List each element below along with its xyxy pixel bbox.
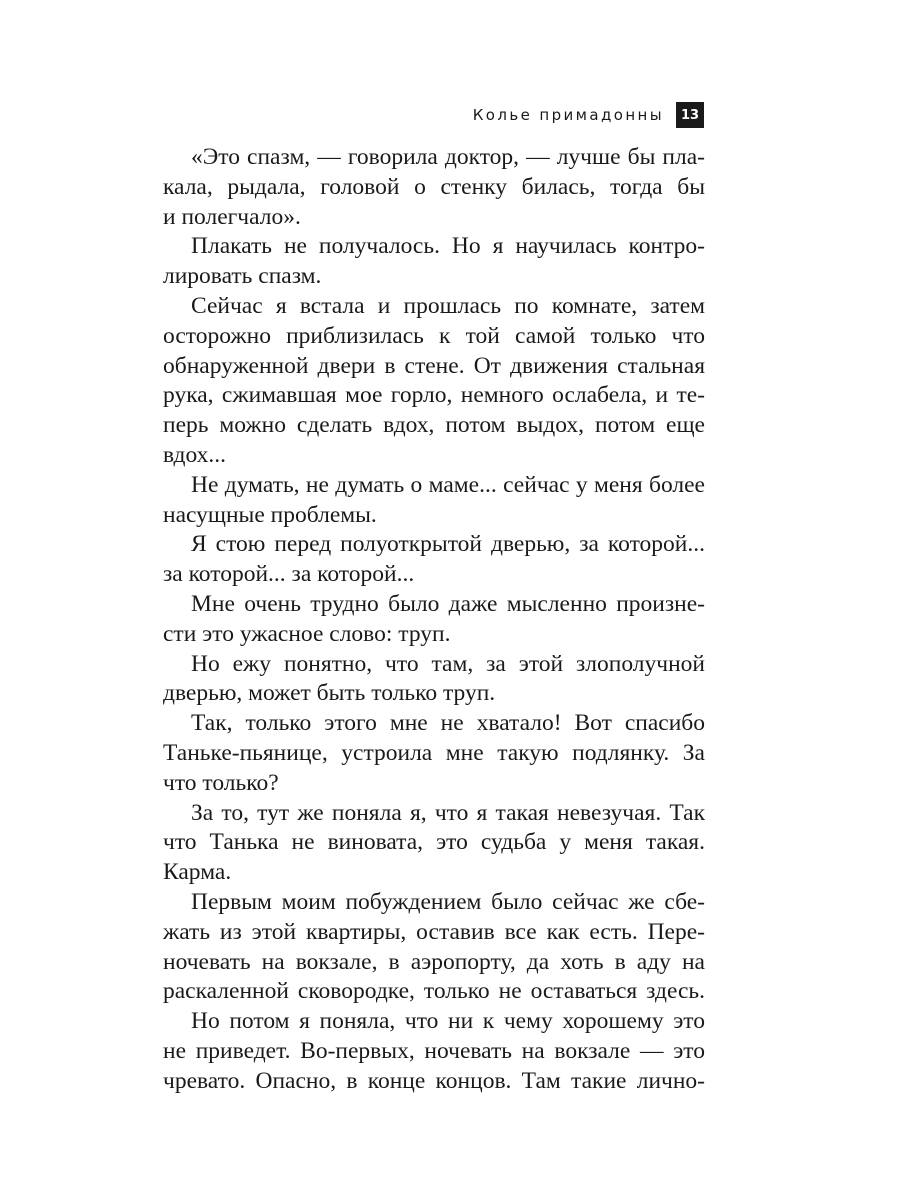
text-line: кала, рыдала, головой о стенку билась, тогда бы [163,173,705,200]
paragraph [163,1007,705,1096]
text-line: Таньке-пьянице, устроила мне такую подлянку. За [163,739,705,766]
text-line: насущные проблемы. [163,501,377,528]
text-line: Я стою перед полуоткрытой дверью, за которой... [191,531,705,558]
text-line: «Это спазм, — говорила доктор, — лучше бы пла- [191,144,705,170]
text-line: Первым моим побуждением было сейчас же сбе- [191,888,705,915]
text-line: жать из этой квартиры, оставив все как есть. Пере- [163,918,705,945]
text-line: обнаруженной двери в стене. От движения стальная [163,352,705,379]
page-number: 13 [676,102,704,128]
text-line: раскаленной сковородке, только не оставаться здесь. [163,978,705,1005]
running-title: Колье примадонны [472,106,664,124]
text-line: сти это ужасное слово: труп. [163,620,451,647]
paragraph [163,232,705,292]
text-line: Не думать, не думать о маме... сейчас у меня более [191,471,705,498]
text-line: что только? [163,769,279,796]
text-line: не приведет. Во-первых, ночевать на вокзале — это [163,1037,705,1064]
text-line: ночевать на вокзале, в аэропорту, да хоть в аду на [163,948,705,975]
paragraph [163,471,705,531]
text-line: Так, только этого мне не хватало! Вот спасибо [191,710,705,737]
text-line: За то, тут же поняла я, что я такая невезучая. Так [191,799,705,826]
text-line: дверью, может быть только труп. [163,680,496,707]
text-line: чревато. Опасно, в конце концов. Там такие лично- [163,1067,705,1094]
running-header [473,102,704,128]
text-line: за которой... за которой... [163,561,415,588]
text-line: Но ежу понятно, что там, за этой злополучной [191,650,705,677]
text-line: Мне очень трудно было даже мысленно произне- [191,590,705,617]
paragraph [163,292,705,471]
text-line: Сейчас я встала и прошлась по комнате, затем [191,292,705,319]
text-line: Плакать не получалось. Но я научилась контро- [191,233,705,260]
text-line: Но потом я поняла, что ни к чему хорошему это [191,1008,705,1035]
paragraph [163,888,705,1007]
paragraph [163,590,705,650]
paragraph [163,709,705,798]
text-line: осторожно приблизилась к той самой только что [163,322,705,349]
text-line: лировать спазм. [163,263,322,290]
paragraph [163,143,705,232]
text-line: вдох... [163,441,227,468]
text-line: и полегчало». [163,203,301,230]
paragraph [163,530,705,590]
text-line: что Танька не виновата, это судьба у меня такая. [163,829,705,856]
body-text [163,143,705,1097]
text-line: рука, сжимавшая мое горло, немного ослабела, и те- [163,382,705,409]
text-line: перь можно сделать вдох, потом выдох, потом еще [163,412,705,439]
paragraph [163,799,705,888]
text-line: Карма. [163,859,232,886]
paragraph [163,650,705,710]
